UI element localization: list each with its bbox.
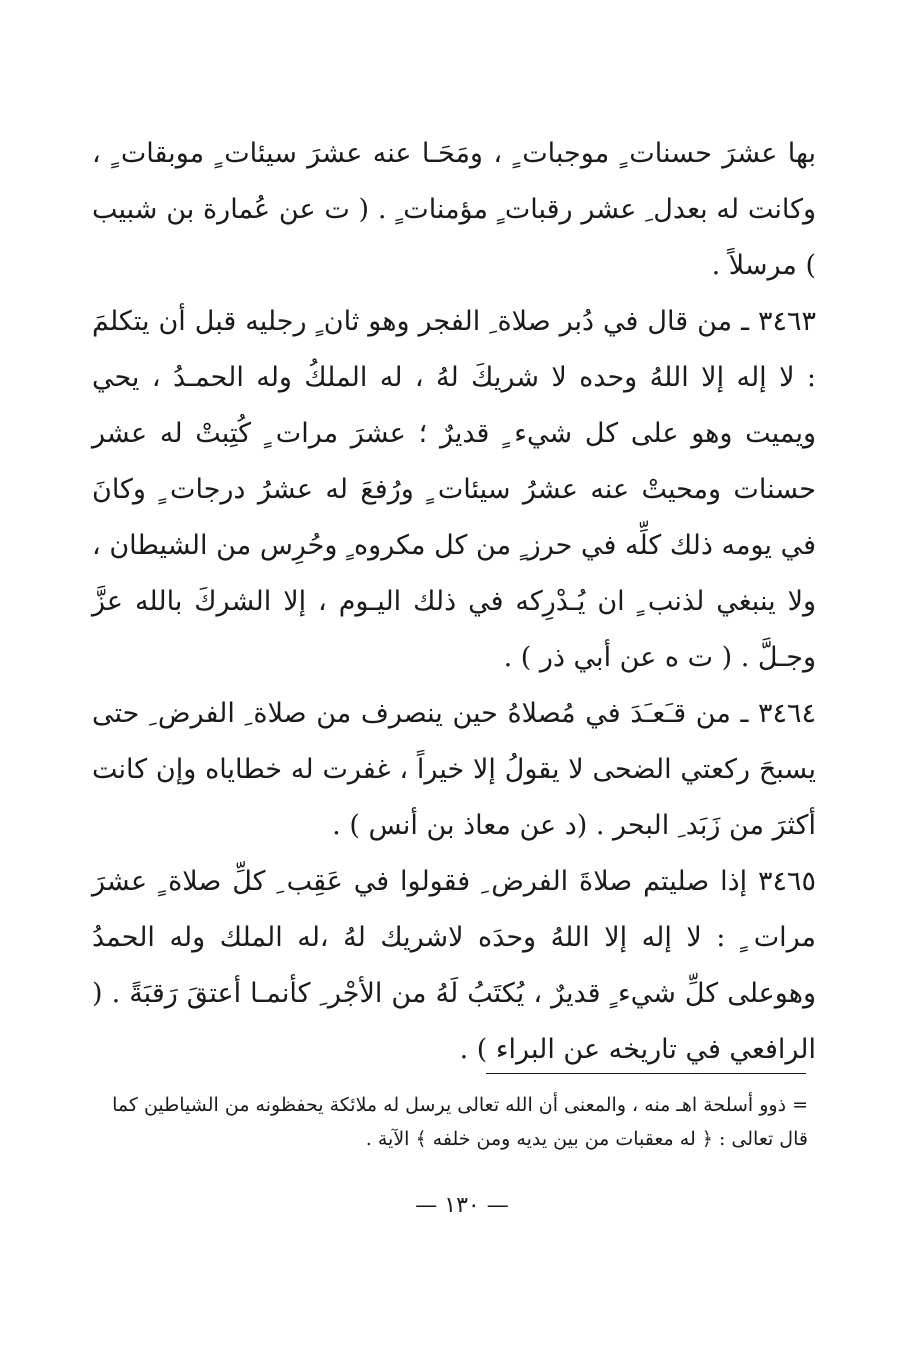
hadith-3464: ٣٤٦٤ ـ من قـَعـَدَ في مُصلاهُ حين ينصرف من صلاة ِ الفرض ِ حتى يسبحَ ركعتي الضحى لا يقولُ إلا خيراً ، غفرت له خطاياه وإن كانت أكثرَ من زَبَد ِ البحر . (د عن معاذ بن أنس ) .: [92, 698, 816, 841]
footnote: [92, 1088, 808, 1156]
footnote-divider: [486, 1073, 806, 1074]
hadith-3463: ٣٤٦٣ ـ من قال في دُبر صلاة ِ الفجر وهو ثان ٍ رجليه قبل أن يتكلمَ : لا إله إلا اللهُ وحده لا شريكَ لهُ ، له الملكُ وله الحمـدُ ، يحي ويميت وهو على كل شيء ٍ قديرٌ ؛ عشرَ مرات ٍ كُتِبتْ له عشر حسنات ومحيتْ عنه عشرُ سيئات ٍ ورُفعَ له عشرُ درجات ٍ وكانَ في يومه ذلك كلِّه في حرز ٍ من كل مكروه ٍ وحُرِس من الشيطان ، ولا ينبغي لذنب ٍ ان يُـدْرِكه في ذلك اليـوم ، إلا الشركَ بالله عزَّ وجـلَّ . ( ت ه عن أبي ذر ) .: [92, 306, 816, 673]
paragraph-continuation: بها عشرَ حسنات ٍ موجبات ٍ ، ومَحَـا عنه عشرَ سيئات ٍ موبقات ٍ ، وكانت له بعدل ِ عشر رقبات ٍ مؤمنات ٍ . ( ت عن عُمارة بن شبيب ) مرسلاً .: [92, 138, 816, 281]
page-number: — ١٣٠ —: [415, 1193, 509, 1218]
footnote-text: = ذوو أسلحة اهـ منه ، والمعنى أن الله تعالى يرسل له ملائكة يحفظونه من الشياطين كما قال تعالى : ﴿ له معقبات من بين يديه ومن خلفه ﴾ الآية .: [112, 1094, 808, 1150]
main-text: [92, 126, 816, 1078]
hadith-3465: ٣٤٦٥ إذا صليتم صلاةَ الفرض ِ فقولوا في عَقِب ِ كلِّ صلاة ٍ عشرَ مرات ٍ : لا إله إلا اللهُ وحدَه لاشريك لهُ ،له الملك وله الحمدُ وهوعلى كلِّ شيء ٍ قديرٌ ، يُكتَبُ لَهُ من الأجْر ِ كأنمـا أعتقَ رَقبَةً . ( الرافعي في تاريخه عن البراء ) .: [92, 866, 816, 1065]
